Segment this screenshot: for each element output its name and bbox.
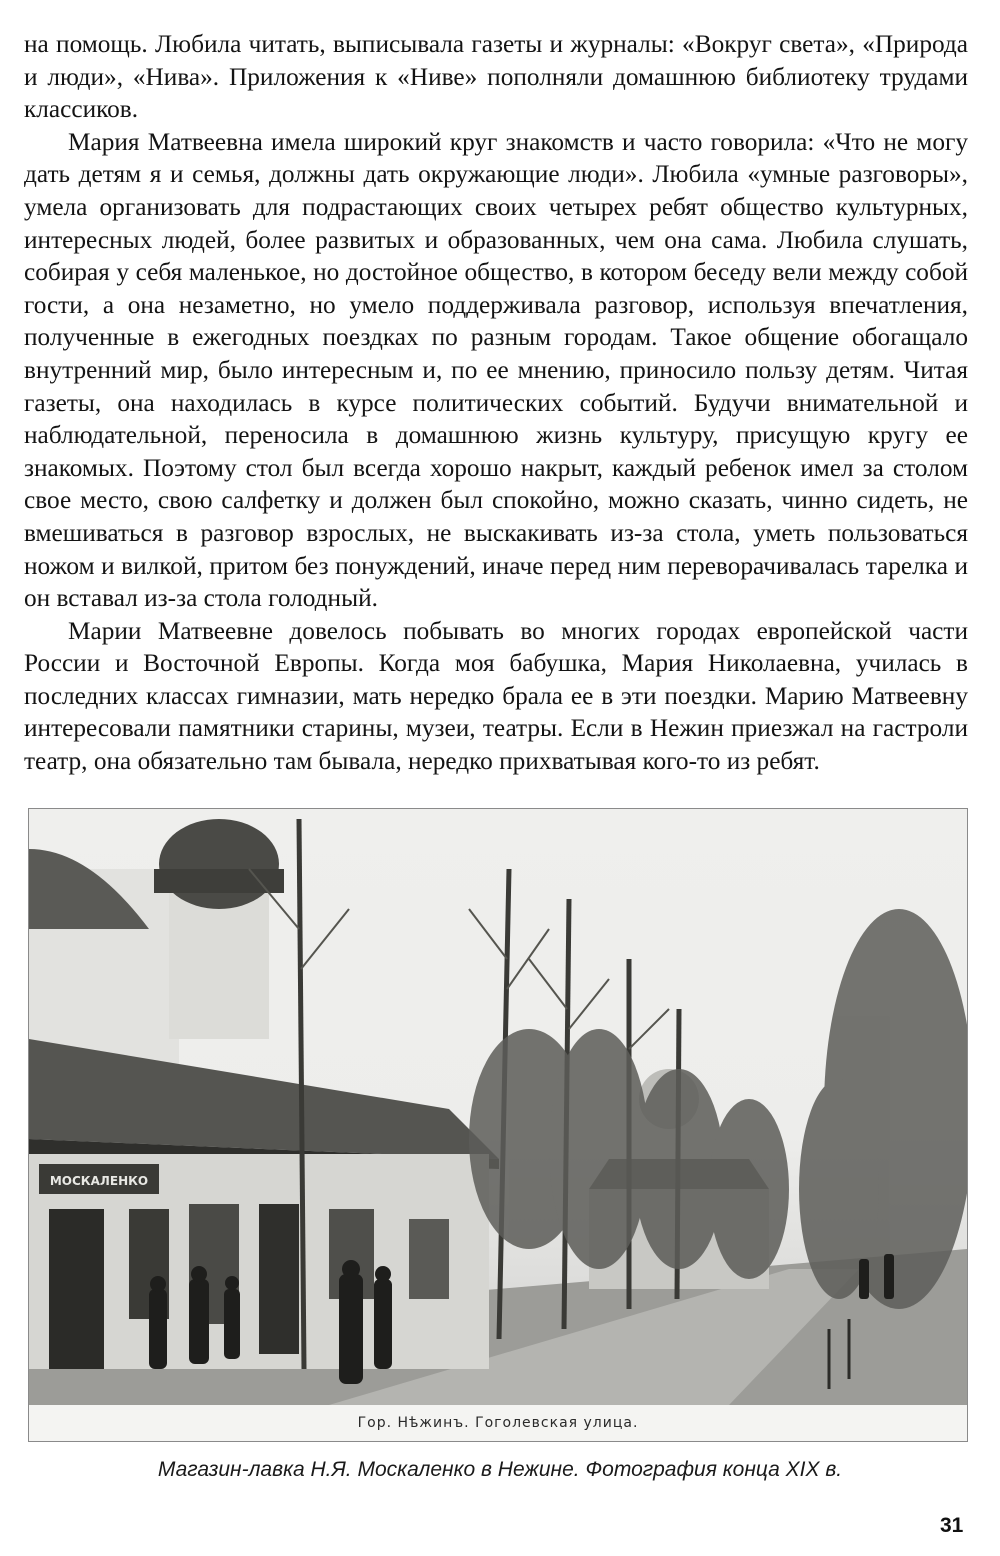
figure-caption: Магазин-лавка Н.Я. Москаленко в Нежине. Фотография конца XIX в.	[157, 1458, 843, 1481]
photo-inner-caption: Гор. Нѣжинъ. Гоголевская улица.	[357, 1415, 639, 1431]
street-scene-illustration	[29, 809, 967, 1405]
paragraph-1: на помощь. Любила читать, выписывала газеты и журналы: «Вокруг света», «Природа и люди», «Нива». Приложения к «Ниве» пополняли домашнюю библиотеку трудами классиков.	[24, 30, 968, 124]
paragraph-3: Марии Матвеевне довелось побывать во многих городах европейской части России и Восточной Европы. Когда моя бабушка, Мария Николаевна, училась в последних классах гимназии, мать нередко брала ее в эти поездки. Марию Матвеевну интересовали памятники старины, музеи, театры. Если в Нежин приезжал на гастроли театр, она обязательно там бывала, нередко прихватывая кого-то из ребят.	[24, 616, 968, 776]
body-text	[24, 28, 968, 778]
historical-photo	[28, 808, 968, 1442]
paragraph-2: Мария Матвеевна имела широкий круг знакомств и часто говорила: «Что не могу дать детям я и семья, должны дать окружающие люди». Любила «умные разговоры», умела организовать для подрастающих своих четырех ребят общество культурных, интересных людей, более развитых и образованных, чем она сама. Любила слушать, собирая у себя маленькое, но достойное общество, в котором беседу вели между собой гости, а она незаметно, но умело поддерживала разговор, используя впечатления, полученные в ежегодных поездках по разным городам. Такое общение обогащало внутренний мир, было интересным и, по ее мнению, приносило пользу детям. Читая газеты, она находилась в курсе политических событий. Будучи внимательной и наблюдательной, переносила в домашнюю жизнь культуру, присущую кругу ее знакомых. Поэтому стол был всегда хорошо накрыт, каждый ребенок имел за столом свое место, свою салфетку и должен был спокойно, можно сказать, чинно сидеть, не вмешиваться в разговор взрослых, не выскакивать из-за стола, уметь пользоваться ножом и вилкой, притом без понуждений, иначе перед ним переворачивалась тарелка и он вставал из-за стола голодный.	[24, 127, 968, 613]
shop-sign-text: МОСКАЛЕНКО	[49, 1174, 149, 1188]
page-number: 31	[940, 1514, 964, 1537]
street-photo-image	[29, 809, 967, 1405]
